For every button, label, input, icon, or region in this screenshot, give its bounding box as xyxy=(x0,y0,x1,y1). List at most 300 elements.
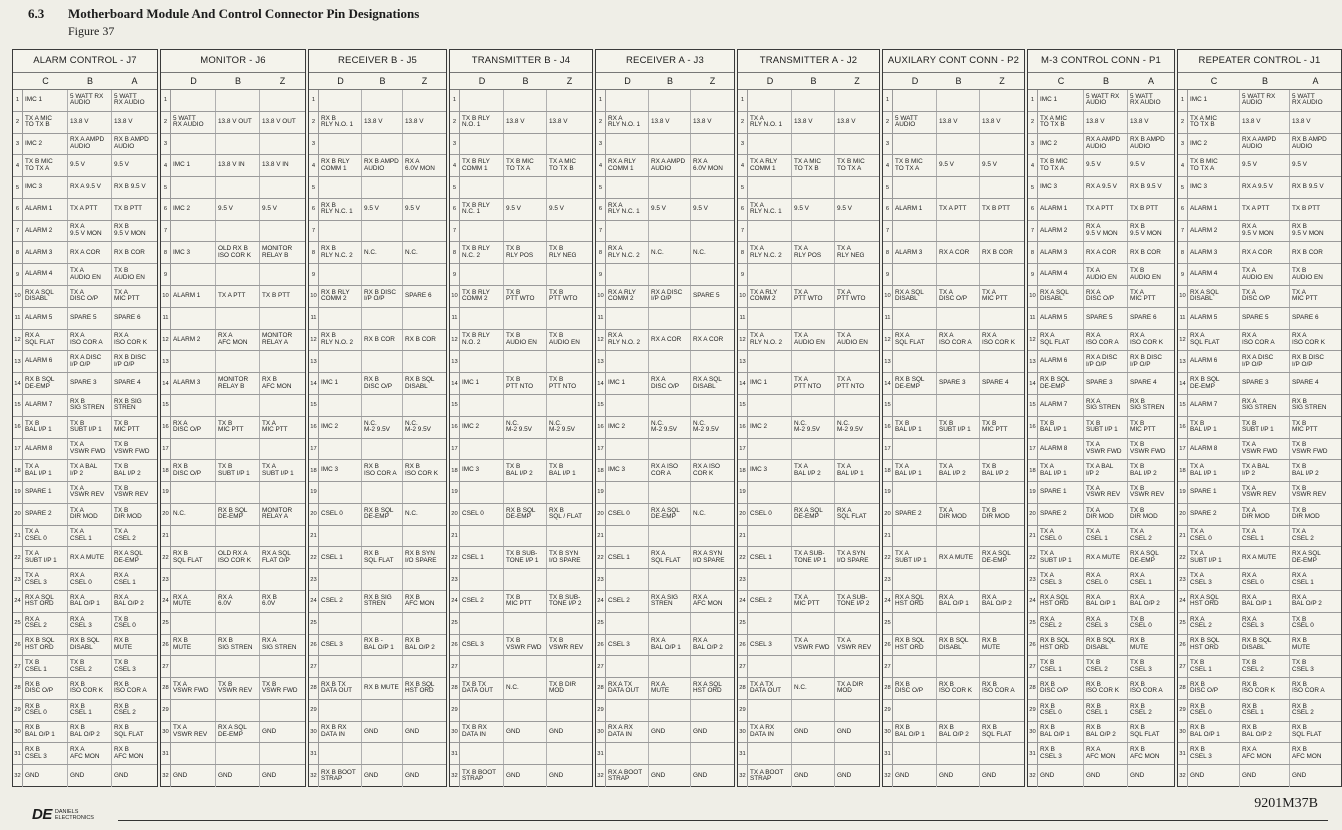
pin-cell xyxy=(835,264,879,285)
pin-number: 30 xyxy=(13,722,23,743)
pin-cell xyxy=(691,90,734,111)
pin-cell: TX A MIC TO TX B xyxy=(23,112,68,133)
pin-cell: RX B RLY N.C. 2 xyxy=(319,242,362,263)
pin-number: 22 xyxy=(13,547,23,568)
connector-table xyxy=(160,49,306,787)
table-row xyxy=(738,264,879,286)
pin-cell xyxy=(606,743,649,764)
pin-cell xyxy=(748,177,792,198)
pin-cell: TX A PTT xyxy=(216,286,260,307)
page-header xyxy=(28,5,419,39)
pin-cell: N.C. M-2 9.5V xyxy=(792,417,835,438)
pin-cell xyxy=(504,134,547,155)
column-header: D xyxy=(766,76,774,86)
pin-cell xyxy=(216,395,260,416)
column-header: Z xyxy=(709,76,716,86)
pin-cell xyxy=(649,395,691,416)
pin-cell: TX A BAL I/P 2 xyxy=(1084,460,1128,481)
pin-cell: 9.5 V xyxy=(837,205,852,212)
pin-number: 12 xyxy=(309,330,319,351)
pin-cell: RX A BAL O/P 2 xyxy=(114,593,144,608)
pin-number: 28 xyxy=(1028,678,1038,699)
pin-cell xyxy=(171,439,216,460)
pin-number: 21 xyxy=(450,526,460,547)
pin-cell: RX B ISO COR A xyxy=(1292,680,1325,695)
pin-number: 32 xyxy=(13,765,23,787)
pin-cell: TX A PTT xyxy=(1084,199,1128,220)
pin-cell xyxy=(260,395,305,416)
pin-cell xyxy=(606,656,649,677)
pin-number: 17 xyxy=(883,439,893,460)
table-row xyxy=(161,743,305,765)
pin-number: 3 xyxy=(309,134,319,155)
pin-cell: RX B SQL DE-EMP xyxy=(1188,373,1240,394)
pin-cell: TX A SUBT I/P 1 xyxy=(23,547,68,568)
table-row xyxy=(1028,635,1174,657)
pin-cell: TX B SUBT I/P 1 xyxy=(216,460,260,481)
pin-cell: CSEL 2 xyxy=(460,591,504,612)
pin-number: 4 xyxy=(883,155,893,176)
table-row xyxy=(309,395,446,417)
table-row xyxy=(738,330,879,352)
pin-cell: TX B DIR MOD xyxy=(114,506,142,521)
pin-cell: RX A SIG STREN xyxy=(1240,395,1290,416)
pin-cell: ALARM 3 xyxy=(1188,242,1240,263)
pin-cell: 13.8 V xyxy=(504,112,547,133)
pin-cell xyxy=(460,439,504,460)
pin-cell: RX B DISC I/P O/P xyxy=(114,354,146,368)
pin-cell: TX B MIC PTT xyxy=(1292,419,1318,434)
pin-cell: RX B SQL DISABL xyxy=(1084,635,1128,656)
table-row xyxy=(596,743,734,765)
pin-cell: RX B BAL O/P 1 xyxy=(23,722,68,743)
pin-column-spacer xyxy=(738,73,748,89)
pin-cell: TX A CSEL 3 xyxy=(23,569,68,590)
pin-cell xyxy=(748,90,792,111)
pin-cell xyxy=(792,526,835,547)
pin-number: 6 xyxy=(883,199,893,220)
pin-cell xyxy=(980,177,1024,198)
pin-number: 10 xyxy=(309,286,319,307)
pin-number: 9 xyxy=(309,264,319,285)
pin-cell: 13.8 V xyxy=(982,117,1001,125)
pin-cell xyxy=(835,482,879,503)
pin-number: 12 xyxy=(450,330,460,351)
pin-cell: CSEL 0 xyxy=(606,504,649,525)
pin-cell: GND xyxy=(1188,765,1240,787)
pin-number: 32 xyxy=(596,765,606,787)
table-row xyxy=(13,460,157,482)
pin-cell: RX B ISO COR K xyxy=(937,678,980,699)
table-row xyxy=(1178,90,1341,112)
pin-cell: RX A SIG STREN xyxy=(1084,395,1128,416)
pin-cell: TX A TX DATA OUT xyxy=(748,678,792,699)
table-row xyxy=(1028,678,1174,700)
connector-table xyxy=(882,49,1025,787)
pin-cell: TX A VSWR FWD xyxy=(1084,439,1128,460)
pin-number: 7 xyxy=(1028,221,1038,242)
pin-cell xyxy=(980,221,1024,242)
pin-cell: RX B SQL DE-EMP xyxy=(362,504,403,525)
pin-cell: IMC 1 xyxy=(319,373,362,394)
pin-number: 5 xyxy=(1028,177,1038,198)
pin-cell xyxy=(606,439,649,460)
pin-cell: 13.8 V xyxy=(693,117,712,125)
pin-cell xyxy=(893,743,937,764)
pin-number: 31 xyxy=(883,743,893,764)
pin-cell: SPARE 4 xyxy=(1292,379,1319,387)
pin-cell: N.C. M-2 9.5V xyxy=(504,417,547,438)
pin-cell xyxy=(260,700,305,721)
pin-number: 11 xyxy=(1178,308,1188,329)
pin-cell: MONITOR RELAY B xyxy=(262,245,293,259)
pin-cell: GND xyxy=(362,765,403,787)
table-row xyxy=(596,722,734,744)
pin-number: 22 xyxy=(883,547,893,568)
pin-number: 30 xyxy=(738,722,748,743)
pin-cell xyxy=(748,569,792,590)
connector-table xyxy=(737,49,880,787)
figure-label: Figure 37 xyxy=(68,24,115,38)
pin-cell: RX B SIG STREN xyxy=(68,395,112,416)
table-row xyxy=(161,613,305,635)
pin-cell: TX A AUDIO EN xyxy=(837,332,868,346)
pin-cell: TX A BAL I/P 1 xyxy=(1188,460,1240,481)
table-row xyxy=(1028,743,1174,765)
pin-cell: CSEL 0 xyxy=(319,504,362,525)
pin-cell: ALARM 3 xyxy=(23,242,68,263)
pin-number: 10 xyxy=(450,286,460,307)
pin-cell: TX A BAL I/P 2 xyxy=(937,460,980,481)
pin-cell xyxy=(260,90,305,111)
table-row xyxy=(596,112,734,134)
pin-number: 1 xyxy=(309,90,319,111)
pin-cell xyxy=(835,395,879,416)
pin-cell: RX B MUTE xyxy=(362,678,403,699)
pin-cell xyxy=(504,743,547,764)
pin-number: 26 xyxy=(309,635,319,656)
table-row xyxy=(450,700,592,722)
pin-number: 21 xyxy=(13,526,23,547)
pin-number: 19 xyxy=(161,482,171,503)
pin-number: 25 xyxy=(1178,613,1188,634)
pin-cell: RX A COR xyxy=(1084,242,1128,263)
pin-number: 10 xyxy=(161,286,171,307)
pin-cell xyxy=(504,656,547,677)
column-header: B xyxy=(1102,76,1109,86)
pin-number: 9 xyxy=(1178,264,1188,285)
pin-number: 24 xyxy=(161,591,171,612)
pin-number: 3 xyxy=(1178,134,1188,155)
pin-cell: RX A BAL O/P 1 xyxy=(1084,591,1128,612)
pin-cell: RX A CSEL 0 xyxy=(1240,569,1290,590)
pin-cell: TX A PTT WTO xyxy=(837,288,866,303)
column-header-row xyxy=(883,73,1024,90)
pin-number: 26 xyxy=(1178,635,1188,656)
pin-cell: TX B RLY N.O. 2 xyxy=(460,330,504,351)
pin-cell: RX B 6.0V xyxy=(262,593,277,608)
pin-number: 23 xyxy=(13,569,23,590)
pin-number: 2 xyxy=(738,112,748,133)
pin-cell: ALARM 1 xyxy=(171,286,216,307)
pin-number: 9 xyxy=(883,264,893,285)
pin-number: 27 xyxy=(450,656,460,677)
pin-cell: RX B COR xyxy=(982,248,1013,256)
table-row xyxy=(1028,155,1174,177)
pin-number: 30 xyxy=(596,722,606,743)
pin-cell xyxy=(460,177,504,198)
pin-cell xyxy=(649,700,691,721)
pin-number: 17 xyxy=(450,439,460,460)
column-header-row xyxy=(450,73,592,90)
table-row xyxy=(738,460,879,482)
pin-cell: N.C. M-2 9.5V xyxy=(693,419,719,434)
pin-cell: TX B VSWR REV xyxy=(1292,484,1327,499)
table-row xyxy=(738,221,879,243)
pin-cell: RX A SQL HST ORD xyxy=(893,591,937,612)
pin-number: 24 xyxy=(13,591,23,612)
pin-cell: TX A AUDIO EN xyxy=(1240,264,1290,285)
pin-cell xyxy=(691,439,734,460)
pin-cell: RX B SQL HST ORD xyxy=(1038,635,1084,656)
pin-number: 28 xyxy=(309,678,319,699)
table-row xyxy=(13,351,157,373)
pin-cell: ALARM 1 xyxy=(23,199,68,220)
pin-cell: RX B COR xyxy=(1292,248,1323,256)
pin-number: 31 xyxy=(450,743,460,764)
pin-cell: RX B BAL O/P 1 xyxy=(1038,722,1084,743)
table-row xyxy=(738,242,879,264)
table-row xyxy=(596,417,734,439)
pin-cell xyxy=(460,656,504,677)
pin-number: 29 xyxy=(309,700,319,721)
pin-cell xyxy=(171,526,216,547)
pin-cell: 5 WATT RX AUDIO xyxy=(68,90,112,111)
pin-cell xyxy=(980,482,1024,503)
table-row xyxy=(738,569,879,591)
table-row xyxy=(309,526,446,548)
table-row xyxy=(1028,199,1174,221)
pin-number: 10 xyxy=(1178,286,1188,307)
pin-number: 9 xyxy=(1028,264,1038,285)
pin-cell xyxy=(216,482,260,503)
pin-number: 20 xyxy=(450,504,460,525)
pin-number: 12 xyxy=(738,330,748,351)
pin-cell: RX B BOOT STRAP xyxy=(319,765,362,787)
pin-cell: RX B AFC MON xyxy=(1292,746,1322,760)
table-row xyxy=(1178,460,1341,482)
pin-cell xyxy=(319,221,362,242)
table-row xyxy=(161,635,305,657)
pin-cell xyxy=(649,743,691,764)
pin-cell xyxy=(362,395,403,416)
pin-cell xyxy=(362,743,403,764)
pin-cell xyxy=(606,351,649,372)
pin-number: 14 xyxy=(450,373,460,394)
pin-cell: 9.5 V xyxy=(114,161,129,169)
pin-cell: 13.8 V xyxy=(649,112,691,133)
pin-cell: TX A RLY NEG xyxy=(837,245,865,259)
pin-cell xyxy=(835,613,879,634)
pin-cell: GND xyxy=(893,765,937,787)
pin-cell: RX A BAL O/P 2 xyxy=(1292,593,1322,608)
pin-cell: SPARE 2 xyxy=(893,504,937,525)
pin-cell xyxy=(460,743,504,764)
column-header-row xyxy=(161,73,305,90)
pin-cell xyxy=(748,482,792,503)
table-row xyxy=(596,439,734,461)
pin-cell: SPARE 3 xyxy=(1240,373,1290,394)
pin-cell: 9.5 V xyxy=(68,155,112,176)
company-logo xyxy=(32,806,94,823)
pin-cell: TX B VSWR FWD xyxy=(114,441,150,455)
pin-cell: RX B DISC I/P O/P xyxy=(362,286,403,307)
table-row xyxy=(1178,286,1341,308)
pin-cell xyxy=(319,395,362,416)
pin-cell: GND xyxy=(216,765,260,787)
column-header: Z xyxy=(999,76,1005,86)
pin-number: 16 xyxy=(596,417,606,438)
pin-cell xyxy=(980,264,1024,285)
table-row xyxy=(161,330,305,352)
company-name: DANIELS ELECTRONICS xyxy=(54,808,94,821)
pin-cell: TX A MIC PTT xyxy=(1292,288,1318,303)
table-row xyxy=(1178,395,1341,417)
table-row xyxy=(450,635,592,657)
pin-cell: RX B CSEL 2 xyxy=(1130,702,1152,717)
pin-cell: RX B DISC I/P O/P xyxy=(1292,354,1324,368)
pin-cell xyxy=(504,308,547,329)
pin-cell xyxy=(691,264,734,285)
table-row xyxy=(13,547,157,569)
table-row xyxy=(1178,221,1341,243)
pin-cell: RX A SQL DISABL xyxy=(693,375,722,390)
table-row xyxy=(1028,482,1174,504)
pin-number: 18 xyxy=(1028,460,1038,481)
pin-cell xyxy=(649,351,691,372)
table-title: RECEIVER B - J5 xyxy=(309,50,446,73)
pin-cell: IMC 1 xyxy=(606,373,649,394)
pin-cell: SPARE 4 xyxy=(982,379,1009,387)
pin-cell xyxy=(937,308,980,329)
pin-cell xyxy=(937,221,980,242)
pin-cell: TX B CSEL 0 xyxy=(114,615,136,630)
pin-cell: TX B VSWR REV xyxy=(114,484,149,499)
table-row xyxy=(883,395,1024,417)
pin-number: 21 xyxy=(309,526,319,547)
pin-cell: TX B AUDIO EN xyxy=(114,267,145,281)
table-row xyxy=(161,504,305,526)
pin-cell: TX B AUDIO EN xyxy=(549,332,580,346)
pin-cell: RX A SQL DE-EMP xyxy=(649,504,691,525)
table-row xyxy=(309,547,446,569)
table-row xyxy=(1028,591,1174,613)
pin-cell: TX A DIR MOD xyxy=(937,504,980,525)
pin-cell xyxy=(691,395,734,416)
table-row xyxy=(13,722,157,744)
pin-cell: RX A SQL DISABL xyxy=(1188,286,1240,307)
pin-cell xyxy=(649,308,691,329)
pin-number: 21 xyxy=(161,526,171,547)
pin-number: 19 xyxy=(1028,482,1038,503)
pin-cell: TX B RLY COMM 2 xyxy=(460,286,504,307)
table-row xyxy=(596,482,734,504)
pin-cell: TX B BAL I/P 2 xyxy=(114,463,141,477)
table-row xyxy=(13,199,157,221)
pin-cell: TX B VSWR REV xyxy=(1130,484,1165,499)
pin-cell: TX B PTT xyxy=(982,205,1011,212)
pin-cell: 9.5 V xyxy=(1292,161,1307,169)
pin-number: 6 xyxy=(450,199,460,220)
pin-cell xyxy=(547,134,592,155)
pin-cell: TX A DIR MOD xyxy=(837,680,864,695)
pin-number: 31 xyxy=(738,743,748,764)
pin-number: 24 xyxy=(309,591,319,612)
pin-cell: 9.5 V xyxy=(262,205,277,212)
table-row xyxy=(596,286,734,308)
pin-cell: TX A RLY N.O. 2 xyxy=(748,330,792,351)
pin-cell xyxy=(362,526,403,547)
pin-cell xyxy=(748,264,792,285)
pin-cell: RX B RLY N.O. 2 xyxy=(319,330,362,351)
pin-cell xyxy=(504,264,547,285)
pin-cell: TX A BAL I/P 2 xyxy=(68,460,112,481)
pin-number: 4 xyxy=(450,155,460,176)
pin-cell: 13.8 V xyxy=(1084,112,1128,133)
table-row xyxy=(1178,722,1341,744)
pin-cell: SPARE 5 xyxy=(1084,308,1128,329)
pin-cell: RX A 9.5 V xyxy=(68,177,112,198)
pin-cell: RX B COR xyxy=(362,330,403,351)
pin-number: 7 xyxy=(738,221,748,242)
pin-number: 26 xyxy=(1028,635,1038,656)
pin-cell xyxy=(835,221,879,242)
pin-number: 29 xyxy=(1178,700,1188,721)
pin-number: 31 xyxy=(309,743,319,764)
column-header-row xyxy=(738,73,879,90)
pin-cell: 9.5 V xyxy=(1240,155,1290,176)
pin-cell: RX B SQL FLAT xyxy=(982,724,1012,739)
pin-cell: TX A MIC TO TX B xyxy=(1038,112,1084,133)
table-row xyxy=(13,177,157,199)
pin-cell: RX A SQL FLAT xyxy=(1188,330,1240,351)
table-row xyxy=(596,526,734,548)
table-row xyxy=(1028,242,1174,264)
pin-cell: RX A MUTE xyxy=(1240,547,1290,568)
pin-cell: GND xyxy=(504,722,547,743)
pin-cell: TX B CSEL 1 xyxy=(23,656,68,677)
pin-cell: RX B SIG STREN xyxy=(1292,397,1327,412)
pin-cell: RX B SQL DE-EMP xyxy=(216,504,260,525)
pin-cell: RX B SQL FLAT xyxy=(1292,724,1322,739)
pin-cell: TX A AUDIO EN xyxy=(68,264,112,285)
pin-cell xyxy=(403,351,446,372)
pin-number: 16 xyxy=(883,417,893,438)
table-row xyxy=(309,700,446,722)
pin-cell: RX B 9.5 V MON xyxy=(114,223,146,238)
pin-number: 20 xyxy=(1178,504,1188,525)
table-row xyxy=(450,569,592,591)
pin-number: 8 xyxy=(161,242,171,263)
pin-cell xyxy=(606,526,649,547)
pin-cell: GND xyxy=(837,771,852,779)
pin-cell: GND xyxy=(405,727,420,735)
table-row xyxy=(13,221,157,243)
pin-number: 9 xyxy=(596,264,606,285)
column-header: Z xyxy=(854,76,860,86)
table-title: M-3 CONTROL CONN - P1 xyxy=(1028,50,1174,73)
table-row xyxy=(596,547,734,569)
